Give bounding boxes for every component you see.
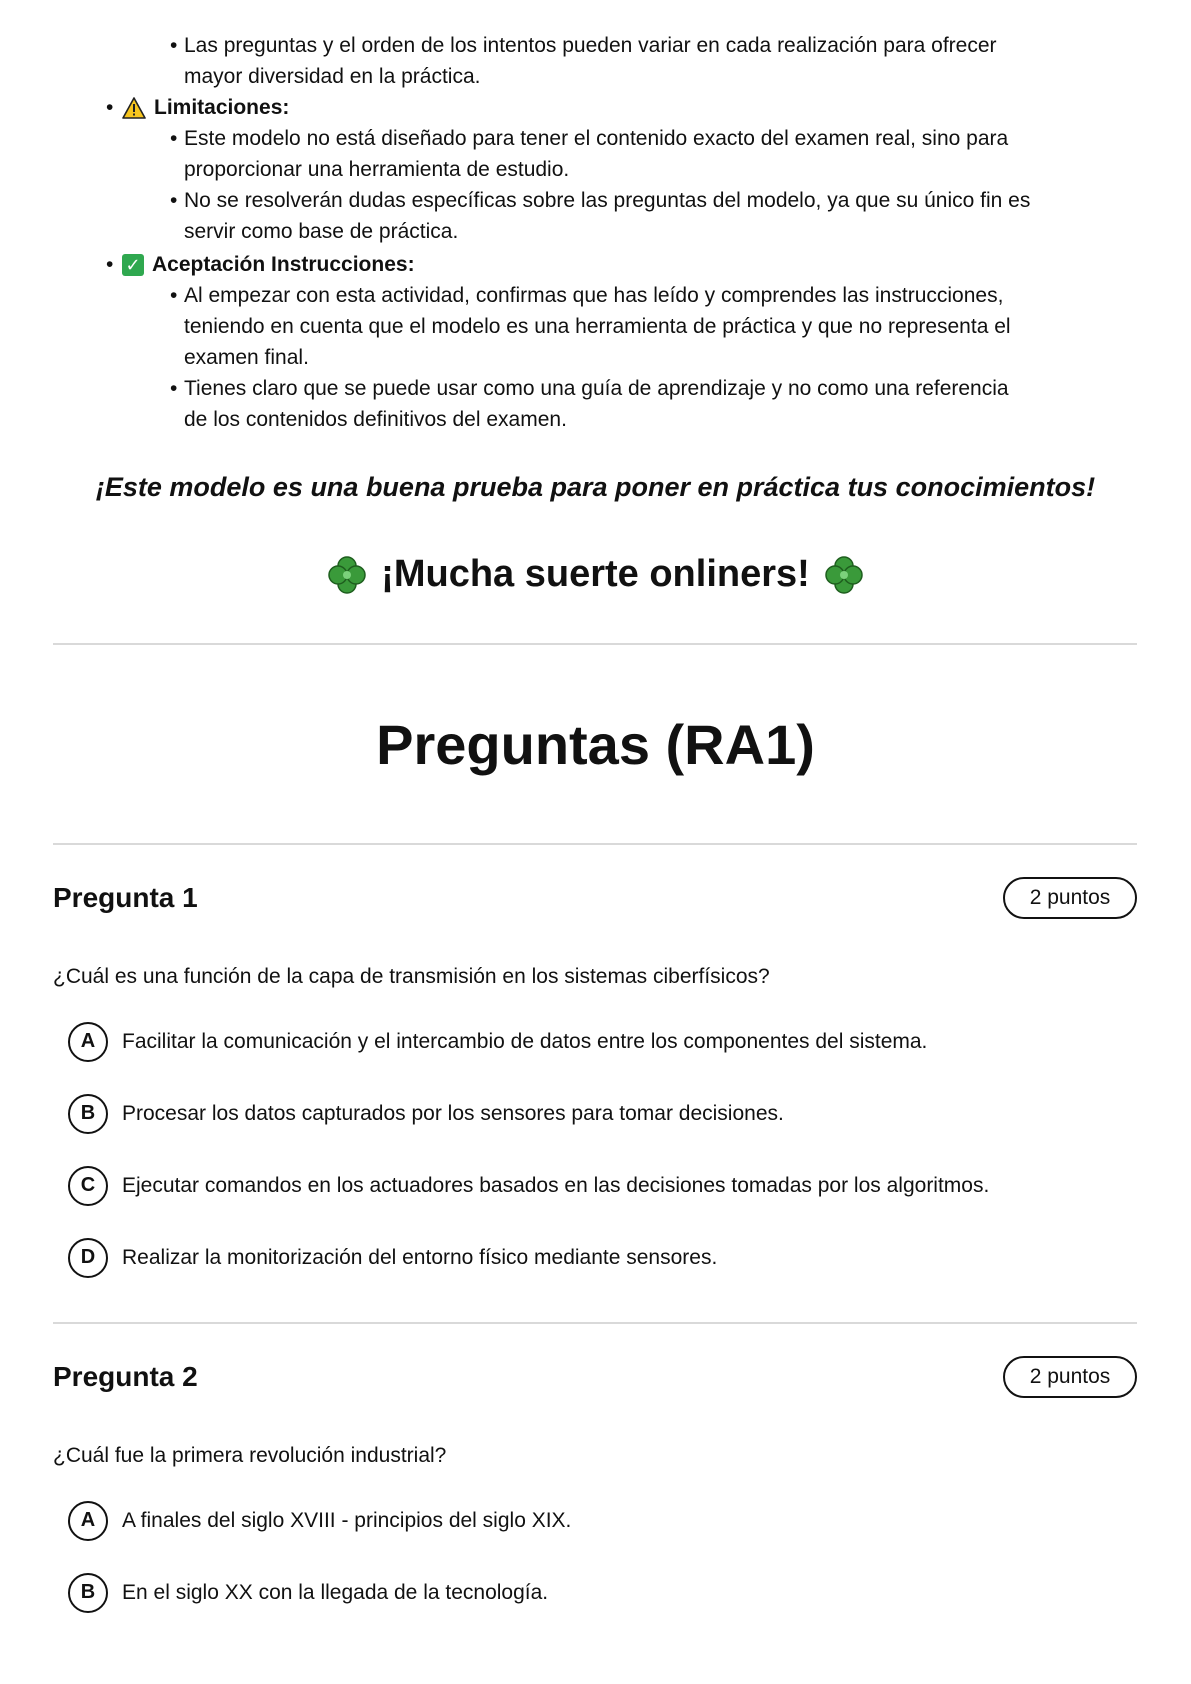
points-badge: 2 puntos [1003, 1356, 1137, 1398]
good-luck-banner [0, 553, 1191, 596]
good-luck-text: ¡Mucha suerte onliners! [381, 553, 810, 595]
answer-option-c[interactable] [68, 1166, 989, 1206]
bullet-dot: • [106, 253, 114, 276]
option-letter: D [68, 1238, 108, 1278]
intro-line: mayor diversidad en la práctica. [184, 65, 481, 88]
aceptacion-item-line: Tienes claro que se puede usar como una guía de aprendizaje y no como una referencia [184, 377, 1009, 400]
question-text: ¿Cuál fue la primera revolución industrial? [53, 1444, 447, 1467]
four-leaf-clover-icon [824, 555, 864, 595]
motto-text: ¡Este modelo es una buena prueba para poner en práctica tus conocimientos! [95, 472, 1096, 502]
answer-option-b[interactable] [68, 1094, 784, 1134]
question-title: Pregunta 1 [53, 882, 198, 913]
answer-option-a[interactable] [68, 1022, 927, 1062]
answer-option-b[interactable] [68, 1573, 548, 1613]
divider [53, 643, 1137, 645]
option-letter: B [68, 1094, 108, 1134]
bullet-dot: • [170, 377, 178, 400]
aceptacion-item-line: examen final. [184, 346, 309, 369]
option-text: Ejecutar comandos en los actuadores basados en las decisiones tomadas por los algoritmos. [122, 1174, 990, 1197]
answer-option-d[interactable] [68, 1238, 717, 1278]
intro-line: Las preguntas y el orden de los intentos pueden variar en cada realización para ofrecer [184, 34, 997, 57]
four-leaf-clover-icon [327, 555, 367, 595]
option-text: A finales del siglo XVIII - principios del siglo XIX. [122, 1509, 572, 1532]
option-letter: A [68, 1022, 108, 1062]
answer-option-a[interactable] [68, 1501, 571, 1541]
aceptacion-item-line: teniendo en cuenta que el modelo es una herramienta de práctica y que no representa el [184, 315, 1011, 338]
bullet-dot: • [106, 96, 114, 119]
option-letter: A [68, 1501, 108, 1541]
option-letter: B [68, 1573, 108, 1613]
limitaciones-item-line: Este modelo no está diseñado para tener el contenido exacto del examen real, sino para [184, 127, 1009, 150]
limitaciones-item-line: servir como base de práctica. [184, 220, 459, 243]
option-text: Procesar los datos capturados por los sensores para tomar decisiones. [122, 1102, 784, 1125]
bullet-dot: • [170, 284, 178, 307]
bullet-dot: • [170, 189, 178, 212]
divider [53, 1322, 1137, 1324]
aceptacion-item-line: Al empezar con esta actividad, confirmas que has leído y comprendes las instrucciones, [184, 284, 1004, 307]
option-text: En el siglo XX con la llegada de la tecnología. [122, 1581, 549, 1604]
limitaciones-heading [122, 92, 289, 123]
option-text: Realizar la monitorización del entorno físico mediante sensores. [122, 1246, 718, 1269]
aceptacion-heading-text: Aceptación Instrucciones: [152, 253, 415, 276]
check-mark-icon: ✓ [122, 254, 144, 276]
option-text: Facilitar la comunicación y el intercambio de datos entre los componentes del sistema. [122, 1030, 928, 1053]
limitaciones-item-line: proporcionar una herramienta de estudio. [184, 158, 570, 181]
limitaciones-item-line: No se resolverán dudas específicas sobre las preguntas del modelo, ya que su único fin es [184, 189, 1031, 212]
bullet-dot: • [170, 127, 178, 150]
points-badge: 2 puntos [1003, 877, 1137, 919]
bullet-dot: • [170, 34, 178, 57]
option-letter: C [68, 1166, 108, 1206]
question-title: Pregunta 2 [53, 1361, 198, 1392]
limitaciones-heading-text: Limitaciones: [154, 96, 290, 119]
divider [53, 843, 1137, 845]
section-title: Preguntas (RA1) [376, 713, 815, 776]
aceptacion-item-line: de los contenidos definitivos del examen. [184, 408, 567, 431]
aceptacion-heading [122, 249, 415, 280]
question-text: ¿Cuál es una función de la capa de transmisión en los sistemas ciberfísicos? [53, 965, 770, 988]
warning-icon [122, 97, 146, 119]
